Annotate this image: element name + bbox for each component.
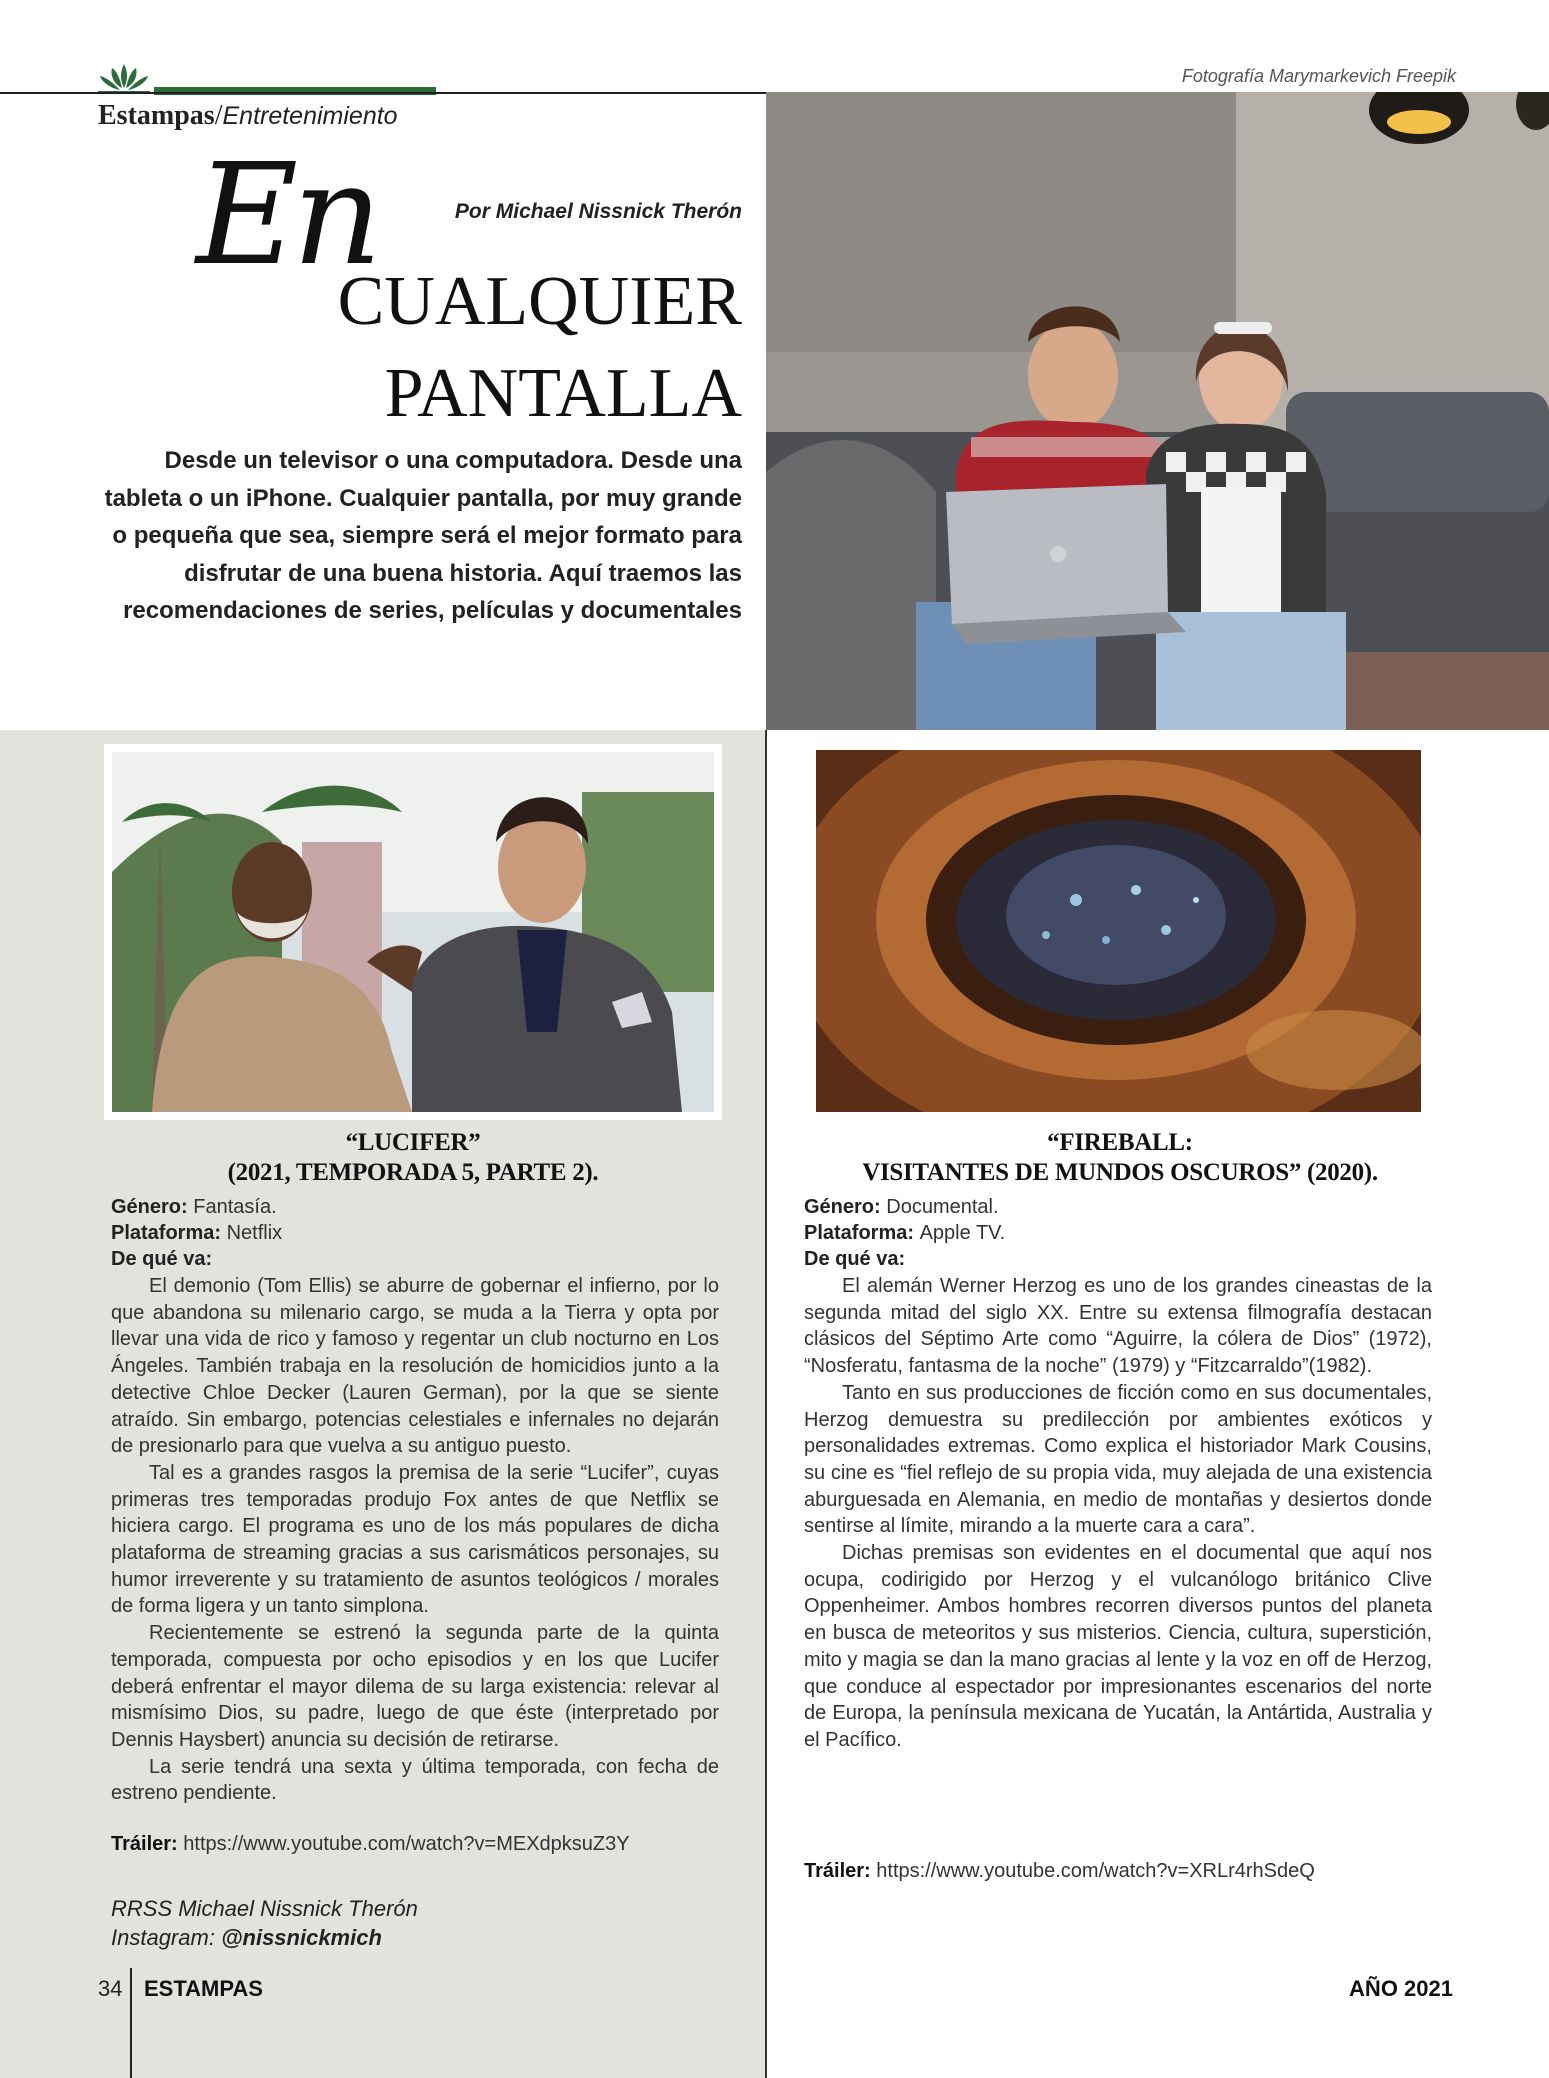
title-line-1: CUALQUIER (337, 263, 742, 340)
lucifer-genre: Fantasía. (193, 1196, 277, 1218)
lucifer-meta (111, 1194, 721, 1272)
lucifer-title (104, 1128, 722, 1188)
fireball-paragraph: El alemán Werner Herzog es uno de los grandes cineastas de la segunda mitad del siglo XX. Entre su extensa filmografía destacan clásicos del Séptimo Arte como “Aguirre, la cólera de Dios” (1972), “Nosferatu, fantasma de la noche” (1979) y “Fitzcarraldo”(1982). (804, 1275, 1432, 1378)
trailer-label: Tráiler: (111, 1833, 178, 1855)
instagram-handle[interactable]: @nissnickmich (221, 1925, 382, 1950)
fireball-body (804, 1273, 1432, 1754)
fireball-trailer-link[interactable]: https://www.youtube.com/watch?v=XRLr4rhSdeQ (876, 1860, 1315, 1882)
hero-photo (766, 92, 1549, 730)
lucifer-body (111, 1273, 719, 1807)
fireball-genre: Documental. (886, 1196, 999, 1218)
section-main: Estampas (98, 100, 215, 131)
trailer-label: Tráiler: (804, 1860, 871, 1882)
column-divider (765, 730, 767, 2078)
lucifer-trailer (111, 1833, 630, 1856)
rrss-line: RRSS Michael Nissnick Therón (111, 1896, 418, 1921)
genre-label: Género: (804, 1196, 881, 1218)
footer-year: AÑO 2021 (1349, 1976, 1453, 2001)
footer-magazine-name: ESTAMPAS (144, 1976, 263, 2001)
platform-label: Plataforma: (111, 1222, 222, 1244)
lucifer-title-line-1: “LUCIFER” (345, 1129, 481, 1156)
platform-label: Plataforma: (804, 1222, 915, 1244)
article-title (338, 256, 742, 440)
about-label: De qué va: (111, 1248, 213, 1270)
magazine-logo-icon (96, 60, 152, 94)
fireball-meta (804, 1194, 1434, 1272)
lucifer-photo (112, 752, 714, 1112)
about-label: De qué va: (804, 1248, 906, 1270)
fireball-paragraph: Tanto en sus producciones de ficción como en sus documentales, Herzog demuestra su predilección por ambientes exóticos y personalidades extremas. Como explica el historiador Mark Cousins, su cine es “fiel reflejo de su propia vida, muy alejada de una existencia aburguesada en Alemania, en medio de montañas y desiertos donde sentirse al límite, mirando a la muerte cara a cara”. (804, 1381, 1432, 1538)
lucifer-paragraph: El demonio (Tom Ellis) se aburre de gobernar el infierno, por lo que abandona su milenario cargo, se muda a la Tierra y opta por llevar una vida de rico y famoso y regentar un club nocturno en Los Ángeles. También trabaja en la resolución de homicidios junto a la detective Chloe Decker (Lauren German), por la que se siente atraído. Sin embargo, potencias celestiales e infernales no dejarán de presionarlo para que vuelva a su antiguo puesto. (111, 1275, 719, 1458)
fireball-title-line-2: VISITANTES DE MUNDOS OSCUROS” (2020). (862, 1159, 1378, 1186)
fireball-title (790, 1128, 1450, 1188)
fireball-paragraph: Dichas premisas son evidentes en el documental que aquí nos ocupa, codirigido por Herzog y el vulcanólogo británico Clive Oppenheimer. Ambos hombres recorren diversos puntos del planeta en busca de meteoritos y sus misterios. Ciencia, cultura, superstición, mito y magia se dan la mano gracias al lente y la voz en off de Herzog, que conduce al espectador por impresionantes escenarios del norte de Europa, la península mexicana de Yucatán, la Antártida, Australia y el Pacífico. (804, 1542, 1432, 1751)
lucifer-paragraph: Tal es a grandes rasgos la premisa de la serie “Lucifer”, cuyas primeras tres temporadas produjo Fox antes de que Netflix se hiciera cargo. El programa es uno de los más populares de dicha plataforma de streaming gracias a sus carismáticos personajes, su humor irreverente y su tratamiento de asuntos teológicos / morales de forma ligera y un tanto simplona. (111, 1461, 719, 1618)
lucifer-title-line-2: (2021, TEMPORADA 5, PARTE 2). (227, 1159, 599, 1186)
fireball-photo (816, 750, 1421, 1112)
fireball-trailer (804, 1860, 1315, 1883)
section-sub: Entretenimiento (222, 102, 398, 130)
section-label: Estampas/Entretenimiento (98, 100, 398, 131)
fireball-platform: Apple TV. (919, 1222, 1006, 1244)
page-number: 34 (98, 1976, 123, 2001)
fireball-title-line-1: “FIREBALL: (1047, 1129, 1193, 1156)
title-line-2: PANTALLA (384, 355, 742, 432)
instagram-label: Instagram: (111, 1925, 215, 1950)
lucifer-paragraph: La serie tendrá una sexta y última temporada, con fecha de estreno pendiente. (111, 1755, 719, 1805)
photo-credit: Fotografía Marymarkevich Freepik (1181, 66, 1456, 86)
lucifer-platform: Netflix (226, 1222, 283, 1244)
genre-label: Género: (111, 1196, 188, 1218)
author-social (111, 1894, 418, 1952)
lucifer-paragraph: Recientemente se estrenó la segunda parte de la quinta temporada, compuesta por ocho episodios y en los que Lucifer deberá enfrentar el mayor dilema de su larga existencia: relevar al mismísimo Dios, su padre, luego de que éste (interpretado por Dennis Haysbert) anuncia su decisión de retirarse. (111, 1622, 719, 1751)
byline: Por Michael Nissnick Therón (454, 200, 742, 223)
intro-paragraph: Desde un televisor o una computadora. Desde una tableta o un iPhone. Cualquier pantalla, por muy grande o pequeña que sea, siempre será el mejor formato para disfrutar de una buena historia. Aquí traemos las recomendaciones de series, películas y documentales (104, 447, 742, 624)
title-script-word: En (196, 134, 377, 297)
footer-rule (130, 1968, 132, 2078)
lucifer-trailer-link[interactable]: https://www.youtube.com/watch?v=MEXdpksuZ3Y (183, 1833, 630, 1855)
